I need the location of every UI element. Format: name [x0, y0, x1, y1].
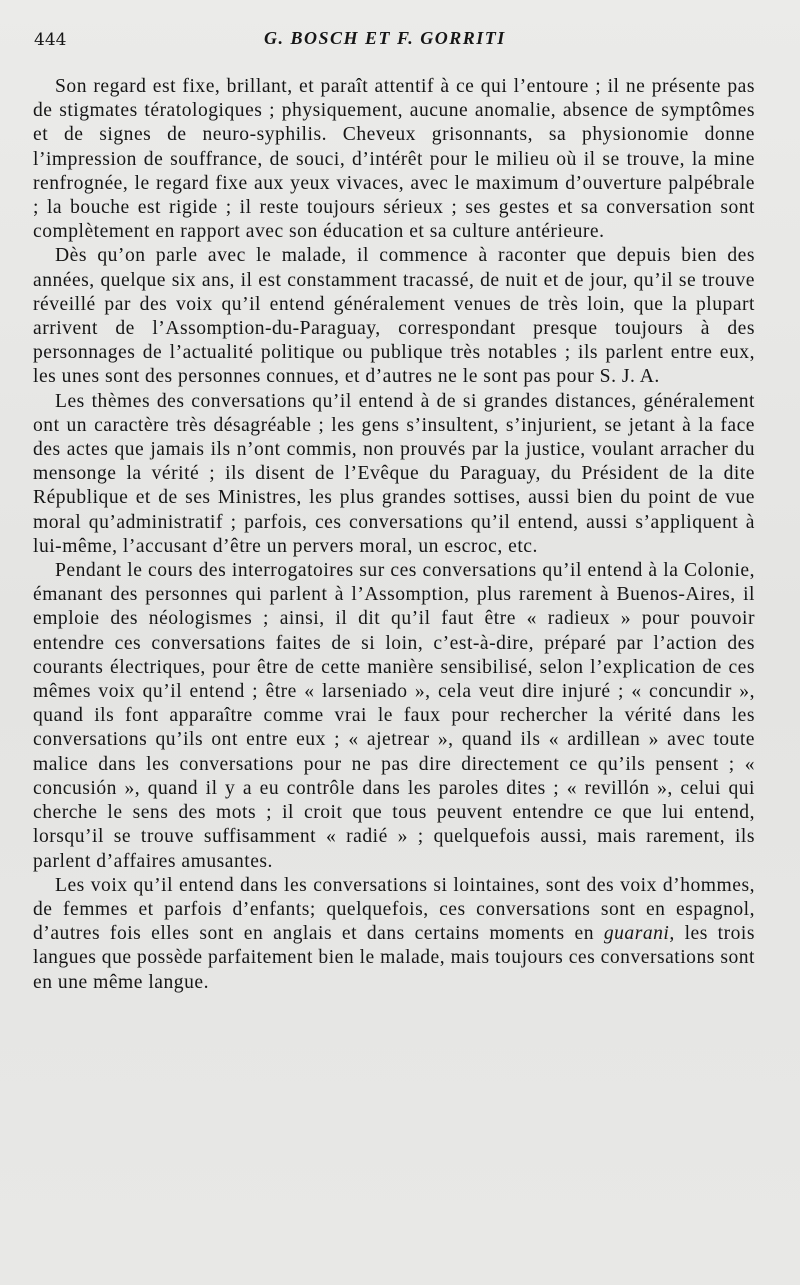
paragraph-5-text-before: Les voix qu’il entend dans les conversations si lointaines, sont des voix d’hommes, de femmes et parfois d’enfants; quelquefois, ces conversations sont en espagnol, d’autres fois elles sont en anglais et dans certains moments en: [33, 874, 755, 945]
paragraph-1: Son regard est fixe, brillant, et paraît attentif à ce qui l’entoure ; il ne présente pas de stigmates tératologiques ; physiquement, aucune anomalie, absence de symptômes et de signes de neuro-syphilis. Cheveux grisonnants, sa physionomie donne l’impression de souffrance, de souci, d’intérêt pour le milieu où il se trouve, la mine renfrognée, le regard fixe aux yeux vivaces, avec le maximum d’ouverture palpébrale ; la bouche est rigide ; il reste toujours sérieux ; ses gestes et sa conversation sont complètement en rapport avec son éducation et sa culture antérieure.: [33, 76, 755, 243]
paragraph-5-text-after: les trois langues que possède parfaitement bien le malade, mais toujours ces conversations sont en une même langue.: [33, 923, 755, 993]
paragraph-3: Les thèmes des conversations qu’il entend à de si grandes distances, généralement ont un caractère très désagréable ; les gens s’insultent, s’injurient, se jetant à la face des actes que jamais ils n’ont commis, non prouvés par la justice, voulant arracher du mensonge la vérité ; ils disent de l’Evêque du Paraguay, du Président de la dite République et de ses Ministres, les plus grandes sottises, aussi bien du point de vue moral qu’administratif ; parfois, ces conversations qu’il entend, aussi s’appliquent à lui-même, l’accusant d’être un pervers moral, un escroc, etc.: [33, 390, 755, 557]
body-text: [33, 75, 755, 995]
paragraph-4: Pendant le cours des interrogatoires sur ces conversations qu’il entend à la Colonie, émanant des personnes qui parlent à l’Assomption, plus rarement à Buenos-Aires, il emploie des néologismes ; ainsi, il dit qu’il faut être « radieux » pour pouvoir entendre ces conversations faites de si loin, c’est-à-dire, préparé par l’action des courants électriques, pour être de cette manière sensibilisé, selon l’explication de ces mêmes voix qu’il entend ; être « larseniado », cela veut dire injuré ; « concundir », quand ils font apparaître comme vrai le faux pour rechercher la vérité dans les conversations qu’ils ont entre eux ; « ajetrear », quand ils « ardillean » avec toute malice dans les conversations pour ne pas dire directement ce qu’ils pensent ; « concusión », quand il y a eu contrôle dans les paroles dites ; « revillón », celui qui cherche le sens des mots ; il croit que tous peuvent entendre ce que lui entend, lorsqu’il se trouve suffisamment « radié » ; quelquefois aussi, mais rarement, ils parlent d’affaires amusantes.: [33, 560, 755, 872]
paragraph-5-italic-word: guarani,: [603, 923, 675, 945]
page-number: 444: [34, 30, 67, 50]
paragraph-5: [33, 874, 755, 995]
paragraph-2: Dès qu’on parle avec le malade, il commence à raconter que depuis bien des années, quelque six ans, il est constamment tracassé, de nuit et de jour, qu’il se trouve réveillé par des voix qu’il entend généralement venues de très loin, que la plupart arrivent de l’Assomption-du-Paraguay, correspondant presque toujours à des personnages de l’actualité politique ou publique très notables ; ils parlent entre eux, les unes sont des personnes connues, et d’autres ne le sont pas pour S. J. A.: [33, 245, 755, 388]
page-header: [34, 26, 754, 56]
running-head: G. BOSCH ET F. GORRITI: [264, 28, 506, 48]
